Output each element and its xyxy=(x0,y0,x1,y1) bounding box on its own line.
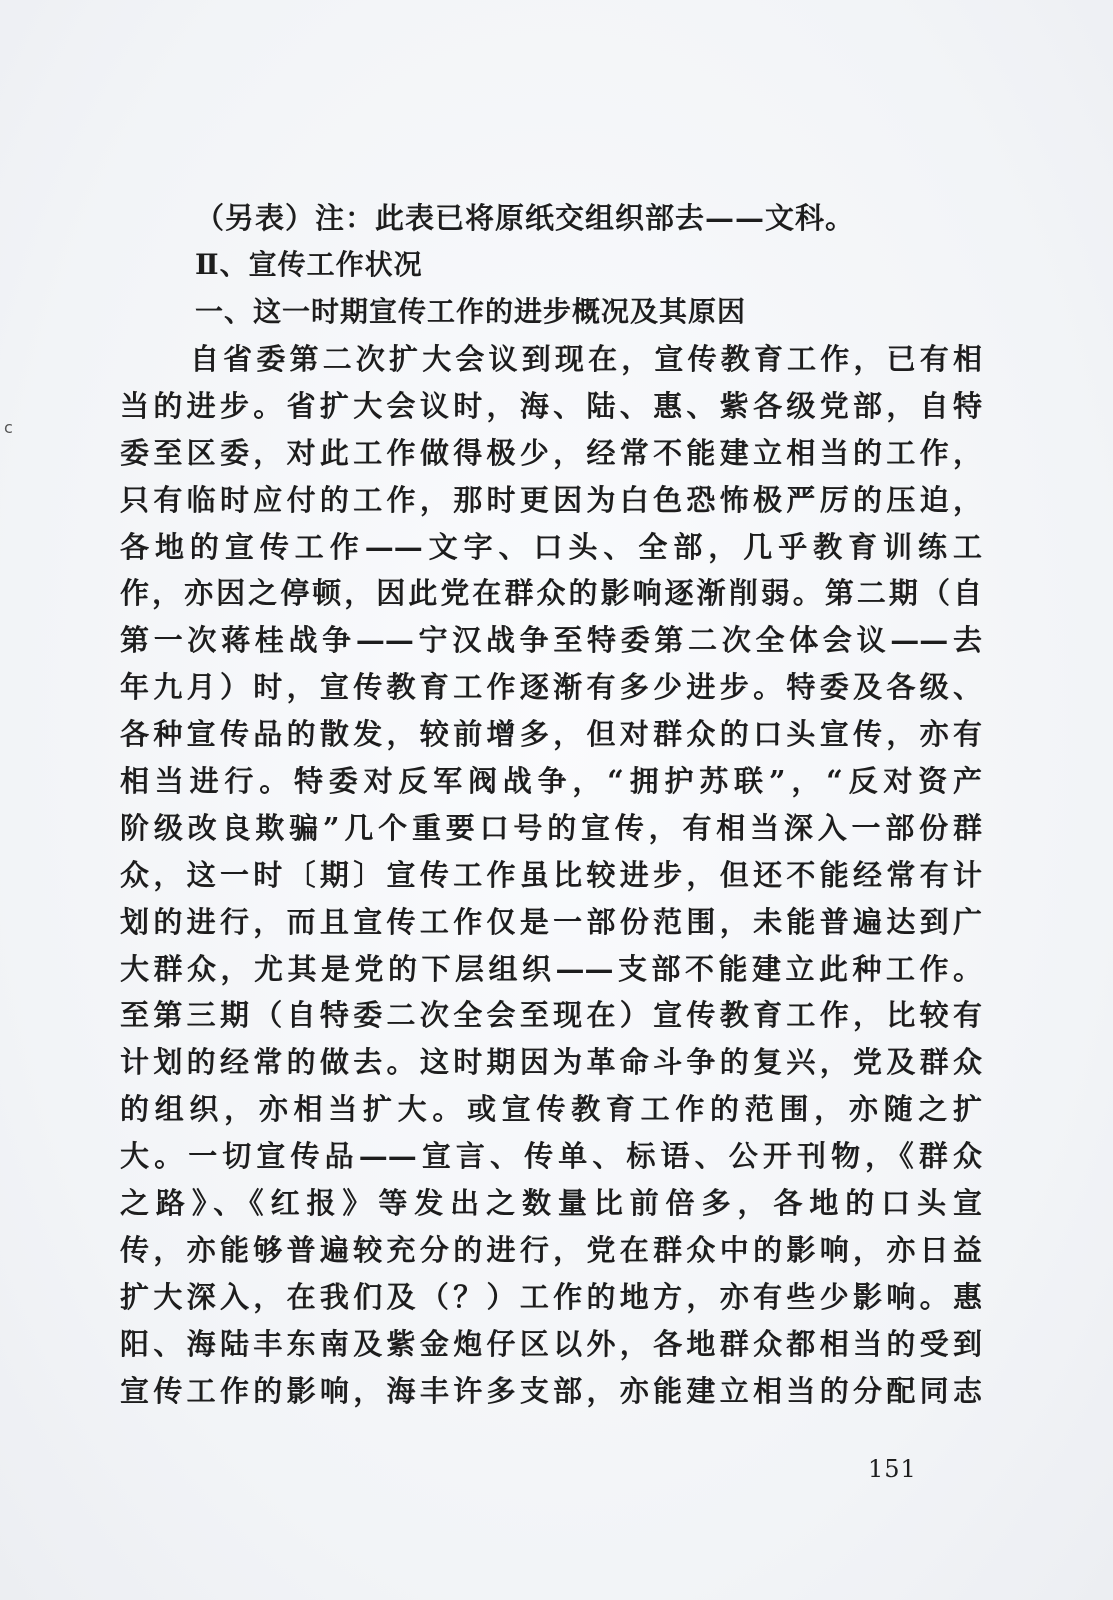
text-line: 众，这一时〔期〕宣传工作虽比较进步，但还不能经常有计 xyxy=(120,857,982,892)
text-line: 计划的经常的做去。这时期因为革命斗争的复兴，党及群众 xyxy=(120,1045,982,1080)
section-title: Ⅱ、宣传工作状况 xyxy=(195,248,423,281)
page-number: 151 xyxy=(868,1455,917,1483)
text-line: 划的进行，而且宣传工作仅是一部份范围，未能普遍达到广 xyxy=(120,904,982,939)
text-line: 第一次蒋桂战争——宁汉战争至特委第二次全体会议——去 xyxy=(120,623,982,658)
text-line: 之路》、《红报》等发出之数量比前倍多，各地的口头宣 xyxy=(120,1186,982,1221)
header-note: （另表）注：此表已将原纸交组织部去——文科。 xyxy=(195,201,856,235)
text-line: 大。一切宣传品——宣言、传单、标语、公开刊物，《群众 xyxy=(120,1139,982,1174)
text-line: 只有临时应付的工作，那时更因为白色恐怖极严厉的压迫， xyxy=(120,482,982,517)
subsection-title: 一、这一时期宣传工作的进步概况及其原因 xyxy=(195,295,747,328)
text-line: 年九月）时，宣传教育工作逐渐有多少进步。特委及各级、 xyxy=(120,670,982,705)
text-line: 宣传工作的影响，海丰许多支部，亦能建立相当的分配同志 xyxy=(120,1373,982,1408)
text-line: 的组织，亦相当扩大。或宣传教育工作的范围，亦随之扩 xyxy=(120,1092,982,1127)
margin-mark: c xyxy=(4,418,13,437)
text-line: 自省委第二次扩大会议到现在，宣传教育工作，已有相 xyxy=(190,342,982,376)
text-line: 委至区委，对此工作做得极少，经常不能建立相当的工作， xyxy=(120,435,982,470)
text-line: 阳、海陆丰东南及紫金炮仔区以外，各地群众都相当的受到 xyxy=(120,1326,982,1361)
text-line: 阶级改良欺骗”几个重要口号的宣传，有相当深入一部份群 xyxy=(120,810,982,845)
body-paragraph xyxy=(120,336,982,1414)
text-line: 各地的宣传工作——文字、口头、全部，几乎教育训练工 xyxy=(120,529,982,564)
text-line: 作，亦因之停顿，因此党在群众的影响逐渐削弱。第二期（自 xyxy=(120,576,982,611)
text-line: 传，亦能够普遍较充分的进行，党在群众中的影响，亦日益 xyxy=(120,1232,982,1267)
text-line: 大群众，尤其是党的下层组织——支部不能建立此种工作。 xyxy=(120,951,982,986)
text-line: 当的进步。省扩大会议时，海、陆、惠、紫各级党部，自特 xyxy=(120,388,982,423)
text-line: 相当进行。特委对反军阀战争，“拥护苏联”，“反对资产 xyxy=(120,764,982,799)
text-line: 扩大深入，在我们及（？）工作的地方，亦有些少影响。惠 xyxy=(120,1279,982,1314)
text-line: 至第三期（自特委二次全会至现在）宣传教育工作，比较有 xyxy=(120,998,982,1033)
text-line: 各种宣传品的散发，较前增多，但对群众的口头宣传，亦有 xyxy=(120,717,982,752)
